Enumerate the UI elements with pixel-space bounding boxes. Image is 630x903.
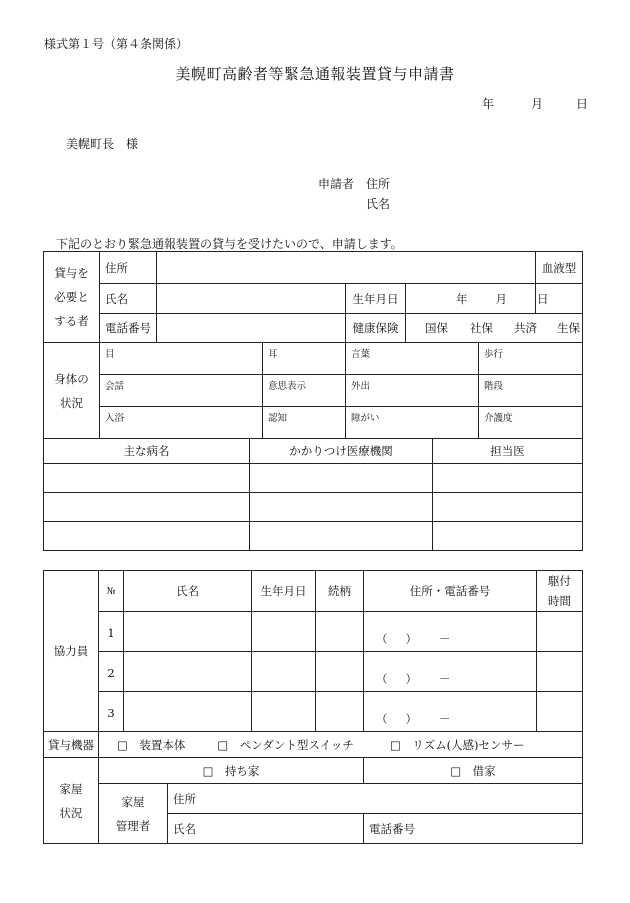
cooperator-label: 協力員 [44,571,99,732]
coop-row-number: 3 [99,692,124,732]
disease-cell[interactable] [44,464,250,493]
coop-birth-field[interactable] [252,612,316,652]
disease-cell[interactable] [44,493,250,522]
insurance-label: 健康保険 [346,314,406,343]
body-item-disability[interactable]: 障がい [346,407,479,439]
phone-label: 電話番号 [100,314,157,343]
manager-name-field[interactable]: 氏名 [168,814,364,844]
arrival-time-header: 駆付 時間 [537,571,583,612]
borrower-table [43,251,583,439]
borrower-label: 貸与を 必要と する者 [44,252,100,343]
birth-date-label: 生年月日 [346,284,406,314]
page-title: 美幌町高齢者等緊急通報装置貸与申請書 [175,65,455,83]
phone-field[interactable] [157,314,346,343]
coop-address-phone-field[interactable]: （ ） － [364,692,537,732]
hospital-cell[interactable] [250,522,433,551]
date-day-label: 日 [576,97,589,111]
body-item-walking[interactable]: 歩行 [479,343,583,375]
coop-name-header: 氏名 [124,571,252,612]
disease-cell[interactable] [44,522,250,551]
body-item-care-level[interactable]: 介護度 [479,407,583,439]
disease-header: 主な病名 [44,439,250,464]
body-item-conversation[interactable]: 会話 [100,375,263,407]
birth-date-field[interactable]: 年 月 日 [406,284,536,314]
coop-birth-header: 生年月日 [252,571,316,612]
date-month-label: 月 [531,97,544,111]
borrower-address-field[interactable] [157,252,536,284]
medical-table [43,438,583,551]
borrower-name-label: 氏名 [100,284,157,314]
coop-name-field[interactable] [124,612,252,652]
body-item-going-out[interactable]: 外出 [346,375,479,407]
coop-row-number: 1 [99,612,124,652]
applicant-name-label: 氏名 [366,197,391,211]
form-number: 様式第１号（第４条関係） [44,37,189,51]
body-item-eyes[interactable]: 目 [100,343,263,375]
hospital-header: かかりつけ医療機関 [250,439,433,464]
hospital-cell[interactable] [250,493,433,522]
equip-sensor-checkbox[interactable]: □ リズム(人感)センサー [389,737,525,752]
body-item-ears[interactable]: 耳 [263,343,346,375]
coop-address-phone-field[interactable]: （ ） － [364,612,537,652]
coop-birth-field[interactable] [252,652,316,692]
house-rented-checkbox[interactable]: □ 借家 [364,758,583,784]
doctor-cell[interactable] [433,493,583,522]
borrower-address-label: 住所 [100,252,157,284]
doctor-cell[interactable] [433,522,583,551]
body-item-bathing[interactable]: 入浴 [100,407,263,439]
housing-label: 家屋 状況 [44,758,99,844]
body-item-cognition[interactable]: 認知 [263,407,346,439]
coop-address-phone-field[interactable]: （ ） － [364,652,537,692]
house-owned-checkbox[interactable]: □ 持ち家 [99,758,364,784]
coop-name-field[interactable] [124,692,252,732]
coop-relation-field[interactable] [316,612,364,652]
applicant-label: 申請者 [318,177,355,191]
no-header: № [99,571,124,612]
date-year-label: 年 [482,97,495,111]
equipment-options[interactable] [99,732,583,758]
addressee: 美幌町長 様 [66,137,139,151]
manager-address-field[interactable]: 住所 [168,784,583,814]
equip-main-checkbox[interactable]: □ 装置本体 [117,737,186,752]
coop-relation-field[interactable] [316,652,364,692]
doctor-cell[interactable] [433,464,583,493]
equip-pendant-checkbox[interactable]: □ ペンダント型スイッチ [217,737,354,752]
cooperator-table [43,570,583,844]
coop-address-phone-header: 住所・電話番号 [364,571,537,612]
hospital-cell[interactable] [250,464,433,493]
coop-row-number: 2 [99,652,124,692]
insurance-options[interactable]: 国保 社保 共済 生保 [406,314,583,343]
manager-phone-field[interactable]: 電話番号 [364,814,583,844]
house-manager-label: 家屋 管理者 [99,784,168,844]
body-item-stairs[interactable]: 階段 [479,375,583,407]
intro-text: 下記のとおり緊急通報装置の貸与を受けたいので、申請します。 [56,237,403,251]
borrower-name-field[interactable] [157,284,346,314]
equipment-label: 貸与機器 [44,732,99,758]
arrival-time-field[interactable] [537,692,583,732]
coop-relation-header: 続柄 [316,571,364,612]
blood-type-label: 血液型 [536,252,583,284]
coop-relation-field[interactable] [316,692,364,732]
arrival-time-field[interactable] [537,652,583,692]
body-item-expression[interactable]: 意思表示 [263,375,346,407]
arrival-time-field[interactable] [537,612,583,652]
body-status-label: 身体の 状況 [44,343,100,439]
coop-birth-field[interactable] [252,692,316,732]
applicant-address-label: 住所 [366,177,391,191]
doctor-header: 担当医 [433,439,583,464]
coop-name-field[interactable] [124,652,252,692]
body-item-speech[interactable]: 言葉 [346,343,479,375]
